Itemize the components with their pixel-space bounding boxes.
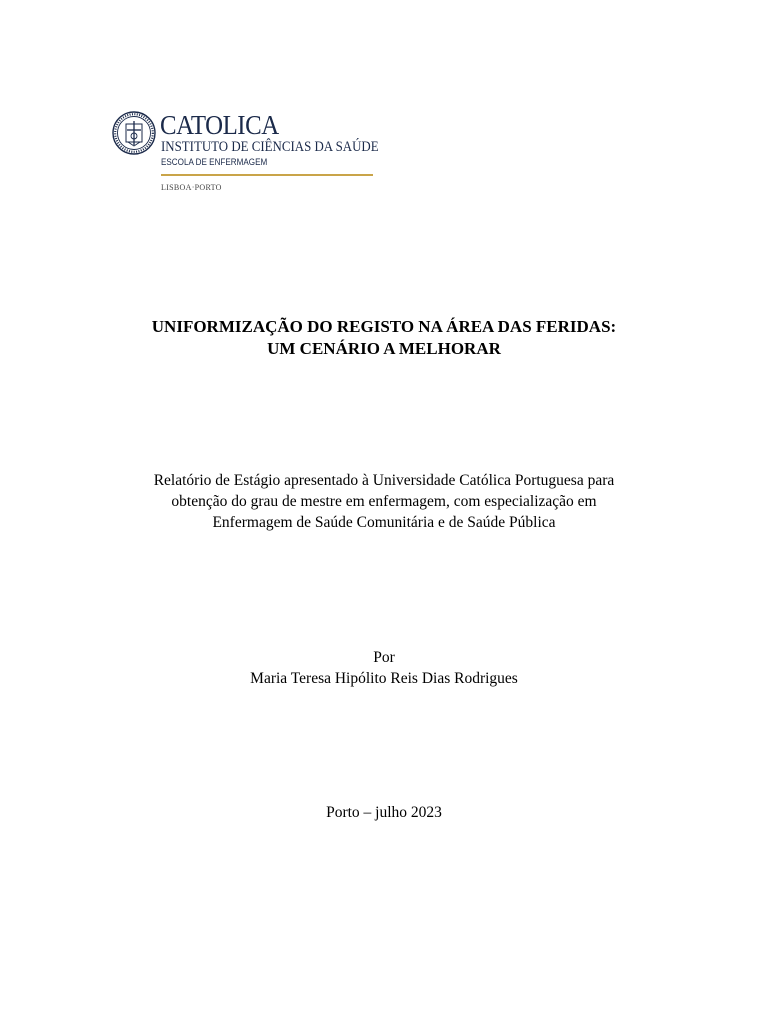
logo-cities: LISBOA·PORTO [161,183,222,192]
place-date: Porto – julho 2023 [326,804,442,821]
logo-name: CATOLICA [160,110,279,140]
author-block [0,647,768,689]
logo-school: ESCOLA DE ENFERMAGEM [161,157,268,167]
logo-institute: INSTITUTO DE CIÊNCIAS DA SAÚDE [161,139,379,155]
university-seal-icon [112,111,156,155]
description-line-2: obtenção do grau de mestre em enfermagem, com especialização em [171,493,597,510]
logo-divider [161,174,373,176]
title-line-2: UM CENÁRIO A MELHORAR [267,339,501,358]
description-line-1: Relatório de Estágio apresentado à Universidade Católica Portuguesa para [153,472,615,489]
description-line-3: Enfermagem de Saúde Comunitária e de Saúde Pública [212,514,556,531]
author-name: Maria Teresa Hipólito Reis Dias Rodrigues [250,670,518,687]
by-label: Por [373,649,395,666]
document-title [0,316,768,360]
report-description [0,470,768,533]
catolica-logo [112,108,382,198]
title-line-1: UNIFORMIZAÇÃO DO REGISTO NA ÁREA DAS FERIDAS: [151,317,617,336]
